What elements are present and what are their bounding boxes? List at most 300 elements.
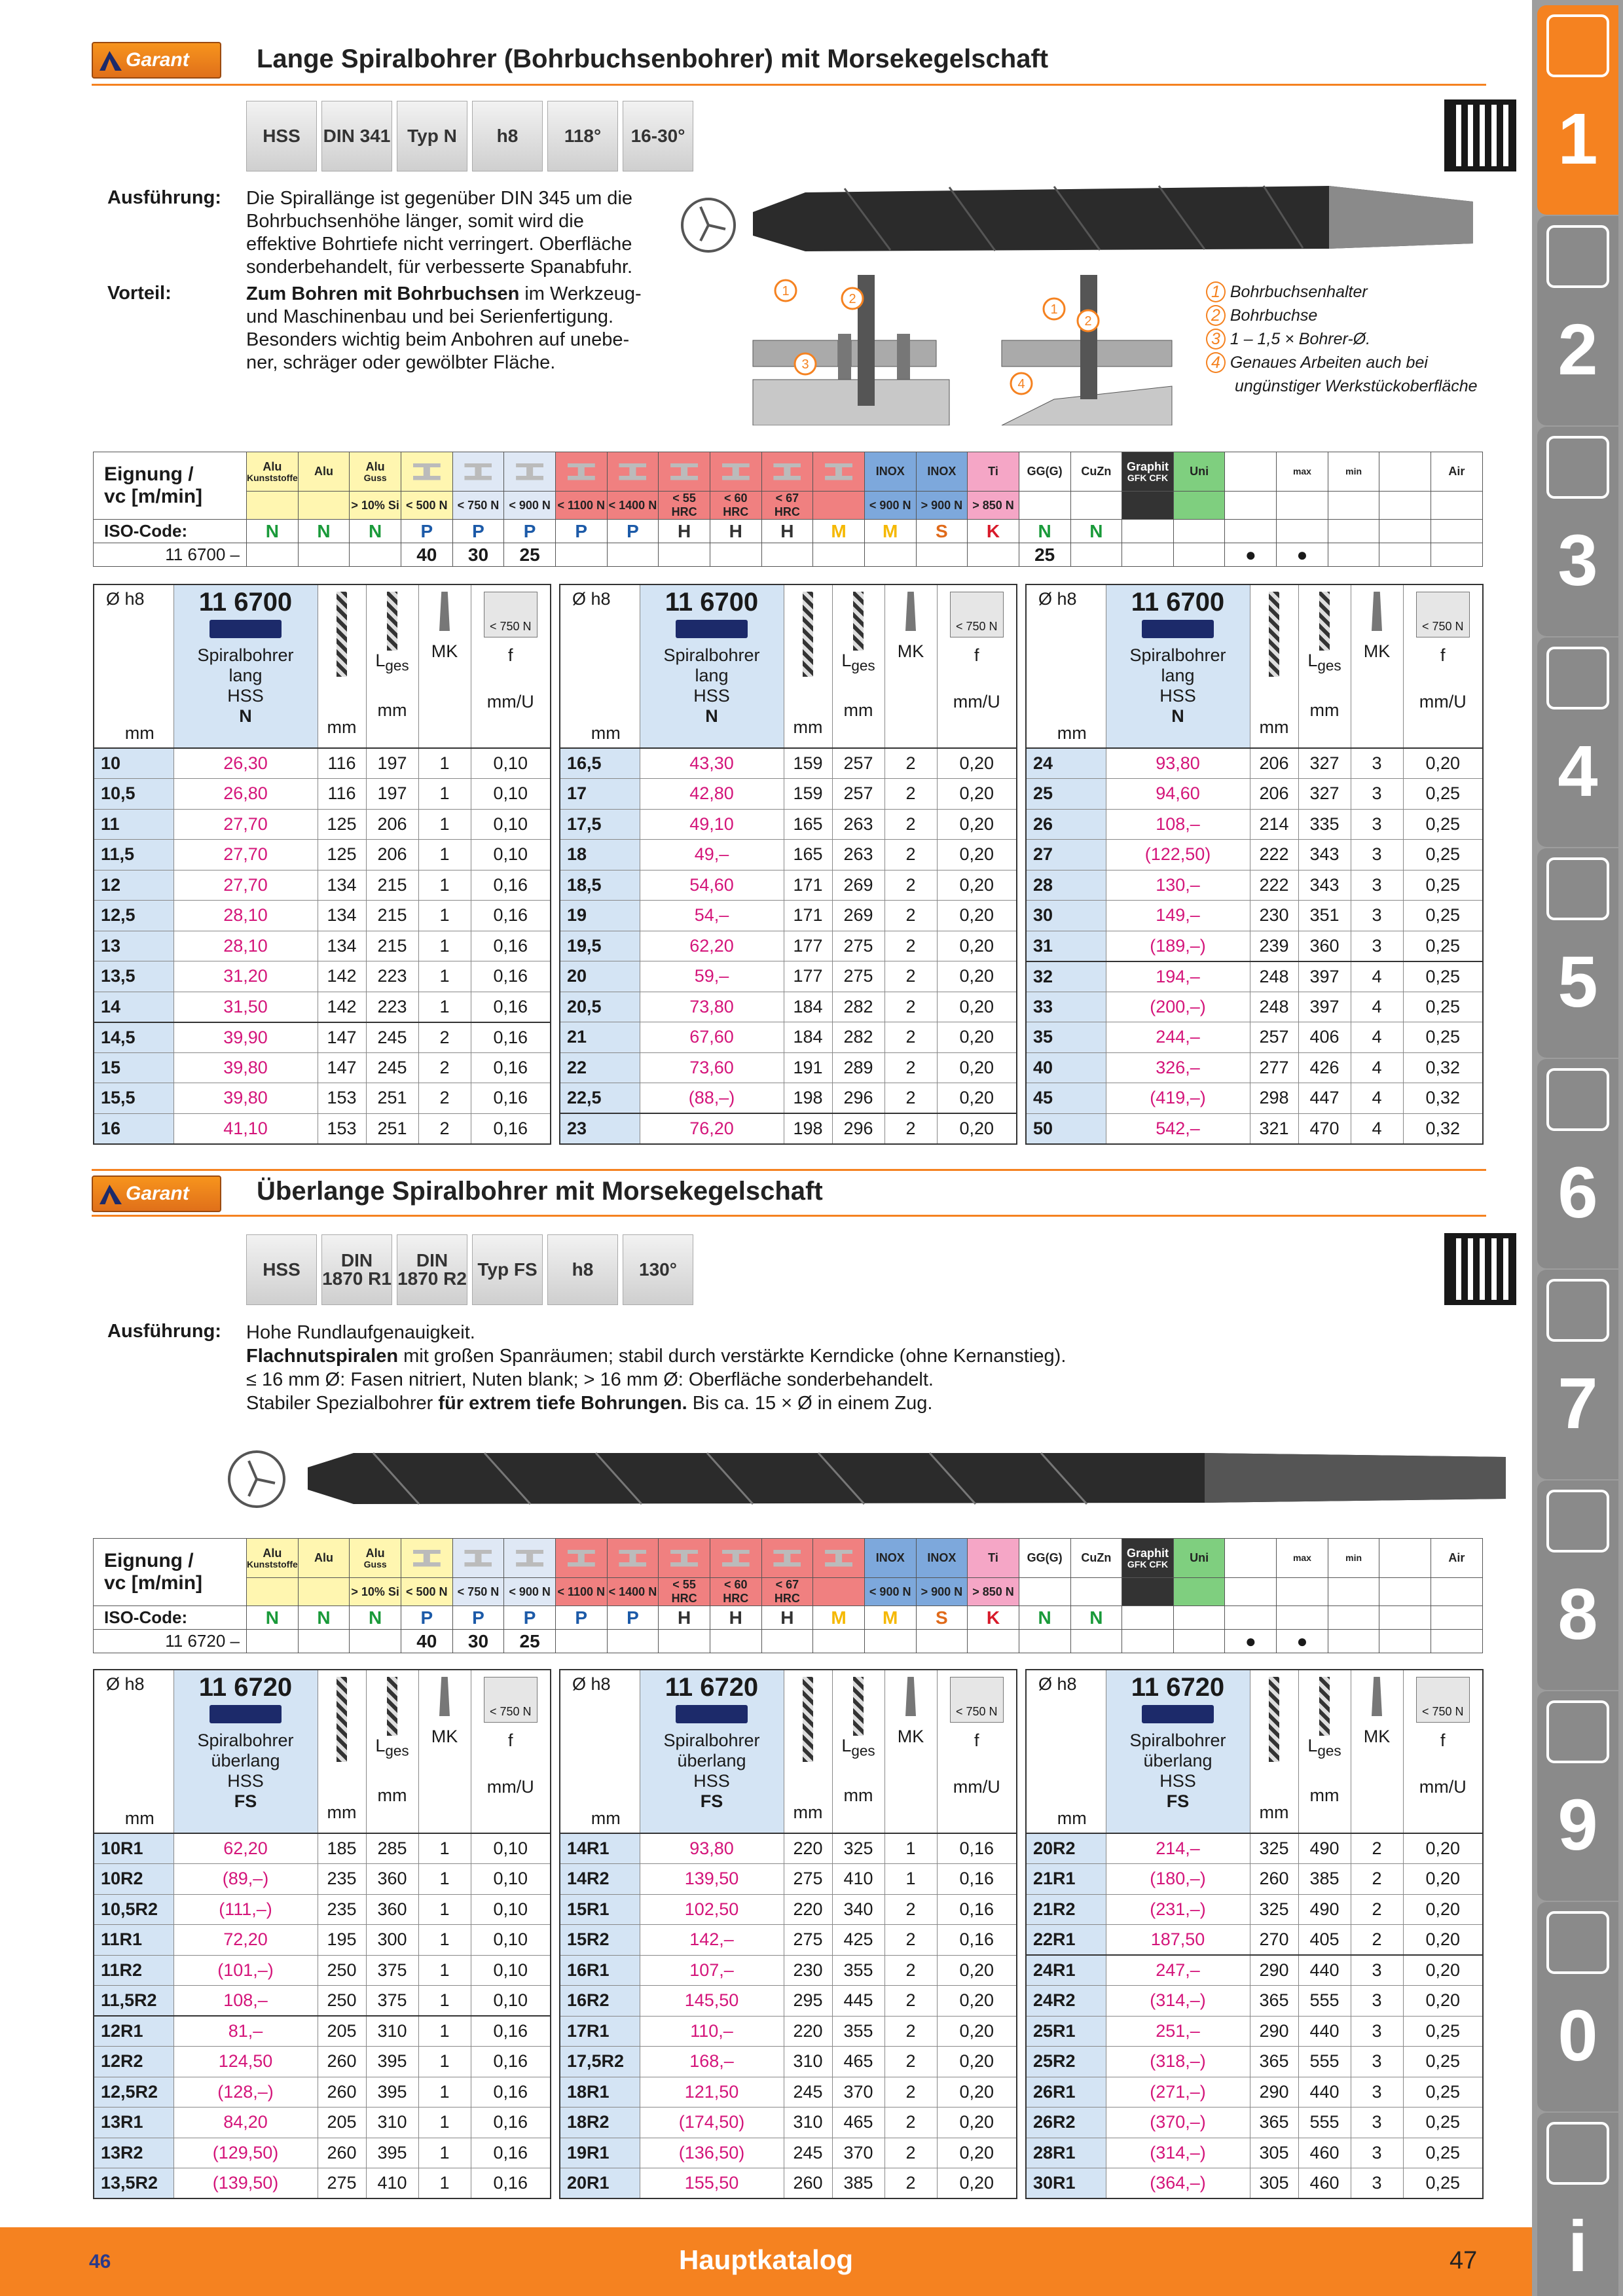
col-diameter: Ø h8 mm xyxy=(94,1670,173,1833)
svg-text:1: 1 xyxy=(782,284,790,298)
vc-value-8 xyxy=(659,543,710,567)
table-row: 18R2 (174,50) 310 465 2 0,20 xyxy=(560,2108,1017,2138)
strength-14: > 850 N xyxy=(968,1578,1019,1606)
iso-code-23 xyxy=(1431,520,1483,543)
chapter-number: 2 xyxy=(1558,310,1598,390)
material-16: CuZn xyxy=(1070,1539,1122,1578)
chapter-icon xyxy=(1546,1279,1609,1342)
table-row: 11R1 72,20 195 300 1 0,10 xyxy=(94,1925,551,1956)
table-row: 13 28,10 134 215 1 0,16 xyxy=(94,931,551,961)
col-mk: MK xyxy=(1351,584,1403,748)
material-18: Uni xyxy=(1173,452,1225,492)
strength-17 xyxy=(1122,492,1174,520)
strength-13: > 900 N xyxy=(916,492,968,520)
table-row: 20R2 214,– 325 490 2 0,20 xyxy=(1026,1833,1483,1864)
table-row: 40 326,– 277 426 4 0,32 xyxy=(1026,1052,1483,1083)
material-23: Air xyxy=(1431,1539,1483,1578)
material-4 xyxy=(452,452,504,492)
table-row: 23 76,20 198 296 2 0,20 xyxy=(560,1113,1017,1144)
table-row: 22,5 (88,–) 198 296 2 0,20 xyxy=(560,1083,1017,1114)
material-0: Alu Kunststoffe xyxy=(247,1539,299,1578)
vc-value-0 xyxy=(247,1630,299,1653)
iso-code-22 xyxy=(1379,520,1431,543)
iso-code-19 xyxy=(1225,1606,1277,1630)
chapter-tab-i[interactable] xyxy=(1537,2113,1618,2296)
table-row: 45 (419,–) 298 447 4 0,32 xyxy=(1026,1083,1483,1114)
iso-code-12: M xyxy=(864,520,916,543)
vc-value-7 xyxy=(607,1630,659,1653)
vc-value-16 xyxy=(1070,1630,1122,1653)
table-row: 16,5 43,30 159 257 2 0,20 xyxy=(560,748,1017,779)
vc-value-17 xyxy=(1122,1630,1174,1653)
iso-code-12: M xyxy=(864,1606,916,1630)
material-23: Air xyxy=(1431,452,1483,492)
vc-value-13 xyxy=(916,1630,968,1653)
material-2: Alu Guss xyxy=(350,452,401,492)
table-row: 10,5R2 (111,–) 235 360 1 0,10 xyxy=(94,1894,551,1925)
vc-value-23 xyxy=(1431,543,1483,567)
table-row: 26 108,– 214 335 3 0,25 xyxy=(1026,809,1483,840)
material-7 xyxy=(607,452,659,492)
vc-value-21 xyxy=(1328,543,1379,567)
chapter-number: 7 xyxy=(1558,1363,1598,1444)
col-diameter: Ø h8 mm xyxy=(94,584,173,748)
iso-code-4: P xyxy=(452,520,504,543)
garant-logo: Garant xyxy=(92,1175,221,1212)
strength-19 xyxy=(1225,1578,1277,1606)
material-20: max xyxy=(1277,1539,1328,1578)
ausfuehrung-text: Die Spirallänge ist gegenüber DIN 345 um die Bohrbuchsenhöhe länger, somit wird die effektive Bohrtiefe nicht verringert. Oberfläche sonderbehandelt, für verbesserte Spanabfuhr. xyxy=(246,188,633,278)
iso-code-18 xyxy=(1173,520,1225,543)
vc-value-12 xyxy=(864,1630,916,1653)
iso-code-21 xyxy=(1328,1606,1379,1630)
chapter-icon xyxy=(1546,1911,1609,1974)
material-13: INOX xyxy=(916,452,968,492)
strength-22 xyxy=(1379,1578,1431,1606)
vc-value-1 xyxy=(298,1630,350,1653)
table-row: 14R2 139,50 275 410 1 0,16 xyxy=(560,1864,1017,1895)
table-row: 31 (189,–) 239 360 3 0,25 xyxy=(1026,931,1483,961)
chapter-tab-7[interactable] xyxy=(1537,1270,1618,1479)
chapter-icon xyxy=(1546,1490,1609,1552)
vc-value-16 xyxy=(1070,543,1122,567)
table-row: 25 94,60 206 327 3 0,25 xyxy=(1026,779,1483,810)
symbol-3: Typ FS xyxy=(472,1234,543,1305)
strength-9: < 60 HRC xyxy=(710,492,761,520)
strength-11 xyxy=(813,1578,865,1606)
section-title-2: Überlange Spiralbohrer mit Morsekegelschaft xyxy=(257,1177,823,1206)
iso-code-0: N xyxy=(247,520,299,543)
col-mk: MK xyxy=(884,584,937,748)
ausfuehrung-text-2: Hohe Rundlaufgenauigkeit. Flachnutspiralen mit großen Spanräumen; stabil durch verstärkte Kerndicke (ohne Kernanstieg). ≤ 16 mm Ø: Fasen nitriert, Nuten blank; > 16 mm Ø: Oberfläche sonderbehandelt. Stabiler Spezialbohrer für extrem tiefe Bohrungen. Bis ca. 15 × Ø in einem Zug. xyxy=(246,1322,1067,1414)
col-total-length: $L_{ges}$ mm xyxy=(366,584,418,748)
table-row: 26R1 (271,–) 290 440 3 0,25 xyxy=(1026,2077,1483,2108)
vc-value-20: ● xyxy=(1277,543,1328,567)
iso-code-6: P xyxy=(555,1606,607,1630)
table-row: 15R1 102,50 220 340 2 0,16 xyxy=(560,1894,1017,1925)
table-row: 35 244,– 257 406 4 0,25 xyxy=(1026,1022,1483,1053)
strength-3: < 500 N xyxy=(401,492,452,520)
strength-23 xyxy=(1431,1578,1483,1606)
table-row: 15R2 142,– 275 425 2 0,16 xyxy=(560,1925,1017,1956)
chapter-tab-1[interactable] xyxy=(1537,5,1618,215)
col-length: mm xyxy=(1250,1670,1298,1833)
iso-code-10: H xyxy=(761,1606,813,1630)
vc-value-15: 25 xyxy=(1019,543,1070,567)
strength-22 xyxy=(1379,492,1431,520)
col-length: mm xyxy=(1250,584,1298,748)
table-row: 17 42,80 159 257 2 0,20 xyxy=(560,779,1017,810)
symbol-2: Typ N xyxy=(397,101,467,171)
table-row: 11,5R2 108,– 250 375 1 0,10 xyxy=(94,1986,551,2017)
col-length: mm xyxy=(318,1670,366,1833)
strength-17 xyxy=(1122,1578,1174,1606)
iso-code-13: S xyxy=(916,1606,968,1630)
vc-value-10 xyxy=(761,1630,813,1653)
material-17: Graphit GFK CFK xyxy=(1122,452,1174,492)
symbol-5: 16-30° xyxy=(623,101,693,171)
table-row: 16R1 107,– 230 355 2 0,20 xyxy=(560,1955,1017,1986)
col-mk: MK xyxy=(418,1670,471,1833)
iso-code-9: H xyxy=(710,520,761,543)
material-21: min xyxy=(1328,1539,1379,1578)
article-header: 11 6720 Spiralbohrer überlang HSS FS xyxy=(173,1670,318,1833)
col-total-length: $L_{ges}$ mm xyxy=(832,1670,884,1833)
iso-code-9: H xyxy=(710,1606,761,1630)
col-mk: MK xyxy=(418,584,471,748)
iso-code-0: N xyxy=(247,1606,299,1630)
table-row: 10,5 26,80 116 197 1 0,10 xyxy=(94,779,551,810)
col-mk: MK xyxy=(884,1670,937,1833)
vc-value-13 xyxy=(916,543,968,567)
iso-code-20 xyxy=(1277,1606,1328,1630)
iso-code-14: K xyxy=(968,520,1019,543)
table-row: 13R1 84,20 205 310 1 0,16 xyxy=(94,2108,551,2138)
garant-small-logo xyxy=(210,1705,282,1723)
strength-18 xyxy=(1173,1578,1225,1606)
garant-small-logo xyxy=(1142,620,1214,638)
col-feed: < 750 N f mm/U xyxy=(1403,584,1483,748)
strength-0 xyxy=(247,492,299,520)
chapter-tab-4[interactable] xyxy=(1537,637,1618,847)
table-row: 13R2 (129,50) 260 395 1 0,16 xyxy=(94,2138,551,2168)
strength-20 xyxy=(1277,1578,1328,1606)
chapter-icon xyxy=(1546,857,1609,920)
table-row: 25R2 (318,–) 365 555 3 0,25 xyxy=(1026,2047,1483,2077)
material-11 xyxy=(813,452,865,492)
drill-image-2 xyxy=(223,1433,1525,1525)
vc-value-3: 40 xyxy=(401,1630,452,1653)
garant-logo: Garant xyxy=(92,42,221,79)
article-header: 11 6700 Spiralbohrer lang HSS N xyxy=(173,584,318,748)
drill-image-1 xyxy=(674,173,1519,278)
strength-6: < 1100 N xyxy=(555,492,607,520)
table-row: 30R1 (364,–) 305 460 3 0,25 xyxy=(1026,2168,1483,2199)
article-header: 11 6720 Spiralbohrer überlang HSS FS xyxy=(1106,1670,1250,1833)
vc-value-7 xyxy=(607,543,659,567)
material-14: Ti xyxy=(968,1539,1019,1578)
iso-code-7: P xyxy=(607,520,659,543)
table-row: 10R1 62,20 185 285 1 0,10 xyxy=(94,1833,551,1864)
col-feed: < 750 N f mm/U xyxy=(471,1670,551,1833)
strength-7: < 1400 N xyxy=(607,1578,659,1606)
table-row: 32 194,– 248 397 4 0,25 xyxy=(1026,961,1483,992)
material-9 xyxy=(710,1539,761,1578)
table-row: 14,5 39,90 147 245 2 0,16 xyxy=(94,1022,551,1053)
vc-value-12 xyxy=(864,543,916,567)
chapter-tab-5[interactable] xyxy=(1537,848,1618,1058)
vorteil-label: Vorteil: xyxy=(107,283,172,304)
iso-code-7: P xyxy=(607,1606,659,1630)
strength-3: < 500 N xyxy=(401,1578,452,1606)
table-row: 19R1 (136,50) 245 370 2 0,20 xyxy=(560,2138,1017,2168)
table-row: 12R1 81,– 205 310 1 0,16 xyxy=(94,2016,551,2047)
diagram-legend: 1 Bohrbuchsenhalter 2 Bohrbuchse 3 1 – 1,5 × Bohrer-Ø. 4 Genaues Arbeiten auch bei ungünstiger Werkstückoberfläche xyxy=(1206,280,1478,398)
qr-code-2[interactable] xyxy=(1444,1233,1516,1305)
vc-value-5: 25 xyxy=(504,1630,556,1653)
chapter-icon xyxy=(1546,14,1609,77)
symbol-4: h8 xyxy=(547,1234,618,1305)
vc-value-6 xyxy=(555,1630,607,1653)
chapter-number: i xyxy=(1567,2206,1588,2287)
col-feed: < 750 N f mm/U xyxy=(937,1670,1017,1833)
strength-1 xyxy=(298,492,350,520)
symbol-0: HSS xyxy=(246,101,317,171)
col-diameter: Ø h8 mm xyxy=(560,584,640,748)
table-row: 13,5 31,20 142 223 1 0,16 xyxy=(94,961,551,992)
strength-6: < 1100 N xyxy=(555,1578,607,1606)
symbol-1: DIN 341 xyxy=(321,101,392,171)
symbol-5: 130° xyxy=(623,1234,693,1305)
vc-value-19: ● xyxy=(1225,543,1277,567)
material-11 xyxy=(813,1539,865,1578)
chapter-tab-2[interactable] xyxy=(1537,216,1618,425)
strength-5: < 900 N xyxy=(504,492,556,520)
table-row: 16 41,10 153 251 2 0,16 xyxy=(94,1113,551,1144)
bushing-diagram xyxy=(740,275,1198,425)
article-row-id: 11 6700 – xyxy=(94,543,247,567)
strength-7: < 1400 N xyxy=(607,492,659,520)
svg-text:2: 2 xyxy=(1084,314,1092,329)
material-1: Alu xyxy=(298,452,350,492)
strength-16 xyxy=(1070,492,1122,520)
chapter-number: 5 xyxy=(1558,942,1598,1022)
table-row: 27 (122,50) 222 343 3 0,25 xyxy=(1026,840,1483,870)
material-19 xyxy=(1225,452,1277,492)
table-row: 14 31,50 142 223 1 0,16 xyxy=(94,992,551,1022)
material-17: Graphit GFK CFK xyxy=(1122,1539,1174,1578)
vc-value-20: ● xyxy=(1277,1630,1328,1653)
iso-code-8: H xyxy=(659,1606,710,1630)
col-length: mm xyxy=(318,584,366,748)
table-row: 17,5 49,10 165 263 2 0,20 xyxy=(560,809,1017,840)
vc-value-11 xyxy=(813,1630,865,1653)
material-12: INOX xyxy=(864,1539,916,1578)
vc-value-23 xyxy=(1431,1630,1483,1653)
material-1: Alu xyxy=(298,1539,350,1578)
material-12: INOX xyxy=(864,452,916,492)
col-length: mm xyxy=(784,1670,832,1833)
table-row: 12,5R2 (128,–) 260 395 1 0,16 xyxy=(94,2077,551,2108)
chapter-icon xyxy=(1546,2122,1609,2185)
chapter-tab-9[interactable] xyxy=(1537,1691,1618,1901)
iso-code-17 xyxy=(1122,1606,1174,1630)
table-row: 33 (200,–) 248 397 4 0,25 xyxy=(1026,992,1483,1022)
strength-15 xyxy=(1019,492,1070,520)
material-21: min xyxy=(1328,452,1379,492)
iso-code-21 xyxy=(1328,520,1379,543)
table-row: 21 67,60 184 282 2 0,20 xyxy=(560,1022,1017,1053)
table-row: 21R2 (231,–) 325 490 2 0,20 xyxy=(1026,1894,1483,1925)
vc-value-2 xyxy=(350,1630,401,1653)
vc-value-14 xyxy=(968,1630,1019,1653)
iso-code-16: N xyxy=(1070,1606,1122,1630)
material-16: CuZn xyxy=(1070,452,1122,492)
table-row: 11 27,70 125 206 1 0,10 xyxy=(94,809,551,840)
table-row: 21R1 (180,–) 260 385 2 0,20 xyxy=(1026,1864,1483,1895)
material-3 xyxy=(401,452,452,492)
iso-code-15: N xyxy=(1019,520,1070,543)
strength-9: < 60 HRC xyxy=(710,1578,761,1606)
col-length: mm xyxy=(784,584,832,748)
garant-small-logo xyxy=(676,1705,748,1723)
iso-code-11: M xyxy=(813,520,865,543)
table-row: 12,5 28,10 134 215 1 0,16 xyxy=(94,901,551,931)
material-15: GG(G) xyxy=(1019,1539,1070,1578)
table-row: 15,5 39,80 153 251 2 0,16 xyxy=(94,1083,551,1114)
vorteil-text: Zum Bohren mit Bohrbuchsen im Werkzeug- und Maschinenbau und bei Serienfertigung. Besonders wichtig beim Anbohren auf unebe- ner, schräger oder gewölbter Fläche. xyxy=(246,283,642,373)
article-header: 11 6700 Spiralbohrer lang HSS N xyxy=(1106,584,1250,748)
chapter-tab-6[interactable] xyxy=(1537,1059,1618,1268)
chapter-tab-0[interactable] xyxy=(1537,1902,1618,2111)
article-header: 11 6700 Spiralbohrer lang HSS N xyxy=(640,584,784,748)
chapter-icon xyxy=(1546,436,1609,499)
vc-value-17 xyxy=(1122,543,1174,567)
footer-title: Hauptkatalog xyxy=(678,2244,854,2275)
material-6 xyxy=(555,1539,607,1578)
table-row: 14R1 93,80 220 325 1 0,16 xyxy=(560,1833,1017,1864)
iso-code-20 xyxy=(1277,520,1328,543)
strength-12: < 900 N xyxy=(864,1578,916,1606)
vc-value-11 xyxy=(813,543,865,567)
svg-text:4: 4 xyxy=(1017,377,1025,391)
col-diameter: Ø h8 mm xyxy=(1026,1670,1106,1833)
vc-value-4: 30 xyxy=(452,543,504,567)
table-row: 28R1 (314,–) 305 460 3 0,25 xyxy=(1026,2138,1483,2168)
material-9 xyxy=(710,452,761,492)
material-14: Ti xyxy=(968,452,1019,492)
material-15: GG(G) xyxy=(1019,452,1070,492)
strength-1 xyxy=(298,1578,350,1606)
iso-code-17 xyxy=(1122,520,1174,543)
chapter-tab-8[interactable] xyxy=(1537,1480,1618,1690)
table-row: 24R1 247,– 290 440 3 0,20 xyxy=(1026,1955,1483,1986)
table-row: 25R1 251,– 290 440 3 0,25 xyxy=(1026,2016,1483,2047)
symbol-1: DIN 1870 R1 xyxy=(321,1234,392,1305)
symbol-0: HSS xyxy=(246,1234,317,1305)
vc-value-15 xyxy=(1019,1630,1070,1653)
table-row: 18,5 54,60 171 269 2 0,20 xyxy=(560,870,1017,901)
strength-20 xyxy=(1277,492,1328,520)
table-row: 15 39,80 147 245 2 0,16 xyxy=(94,1052,551,1083)
chapter-number: 9 xyxy=(1558,1785,1598,1865)
col-feed: < 750 N f mm/U xyxy=(471,584,551,748)
material-3 xyxy=(401,1539,452,1578)
chapter-number: 4 xyxy=(1558,731,1598,812)
material-19 xyxy=(1225,1539,1277,1578)
strength-14: > 850 N xyxy=(968,492,1019,520)
vc-value-5: 25 xyxy=(504,543,556,567)
vc-value-18 xyxy=(1173,543,1225,567)
iso-code-1: N xyxy=(298,520,350,543)
strength-23 xyxy=(1431,492,1483,520)
vc-value-4: 30 xyxy=(452,1630,504,1653)
divider xyxy=(92,1215,1486,1217)
table-row: 20,5 73,80 184 282 2 0,20 xyxy=(560,992,1017,1022)
vc-value-14 xyxy=(968,543,1019,567)
chapter-tab-3[interactable] xyxy=(1537,427,1618,636)
iso-code-5: P xyxy=(504,520,556,543)
symbol-3: h8 xyxy=(472,101,543,171)
strength-8: < 55 HRC xyxy=(659,1578,710,1606)
col-diameter: Ø h8 mm xyxy=(1026,584,1106,748)
material-7 xyxy=(607,1539,659,1578)
material-10 xyxy=(761,452,813,492)
iso-code-4: P xyxy=(452,1606,504,1630)
ausfuehrung-label-2: Ausführung: xyxy=(107,1321,221,1342)
material-20: max xyxy=(1277,452,1328,492)
col-mk: MK xyxy=(1351,1670,1403,1833)
material-5 xyxy=(504,1539,556,1578)
ausfuehrung-label: Ausführung: xyxy=(107,187,221,208)
col-total-length: $L_{ges}$ mm xyxy=(1298,1670,1351,1833)
iso-code-11: M xyxy=(813,1606,865,1630)
vc-value-18 xyxy=(1173,1630,1225,1653)
vc-value-21 xyxy=(1328,1630,1379,1653)
garant-small-logo xyxy=(210,620,282,638)
material-13: INOX xyxy=(916,1539,968,1578)
table-row: 30 149,– 230 351 3 0,25 xyxy=(1026,901,1483,931)
strength-18 xyxy=(1173,492,1225,520)
chapter-number: 1 xyxy=(1558,99,1598,179)
material-0: Alu Kunststoffe xyxy=(247,452,299,492)
vc-value-6 xyxy=(555,543,607,567)
vc-value-8 xyxy=(659,1630,710,1653)
qr-code-1[interactable] xyxy=(1444,99,1516,171)
strength-16 xyxy=(1070,1578,1122,1606)
table-row: 19,5 62,20 177 275 2 0,20 xyxy=(560,931,1017,961)
article-header: 11 6720 Spiralbohrer überlang HSS FS xyxy=(640,1670,784,1833)
col-total-length: $L_{ges}$ mm xyxy=(832,584,884,748)
chapter-number: 0 xyxy=(1558,1996,1598,2076)
table-row: 22 73,60 191 289 2 0,20 xyxy=(560,1052,1017,1083)
chapter-number: 6 xyxy=(1558,1153,1598,1233)
table-row: 10 26,30 116 197 1 0,10 xyxy=(94,748,551,779)
chapter-icon xyxy=(1546,225,1609,288)
iso-code-10: H xyxy=(761,520,813,543)
symbol-2: DIN 1870 R2 xyxy=(397,1234,467,1305)
eignung-label: Eignung / vc [m/min] xyxy=(94,452,247,520)
strength-8: < 55 HRC xyxy=(659,492,710,520)
iso-code-15: N xyxy=(1019,1606,1070,1630)
strength-19 xyxy=(1225,492,1277,520)
iso-code-18 xyxy=(1173,1606,1225,1630)
divider xyxy=(92,84,1486,86)
table-row: 11,5 27,70 125 206 1 0,10 xyxy=(94,840,551,870)
divider xyxy=(92,1169,1486,1171)
strength-4: < 750 N xyxy=(452,492,504,520)
chapter-icon xyxy=(1546,647,1609,709)
